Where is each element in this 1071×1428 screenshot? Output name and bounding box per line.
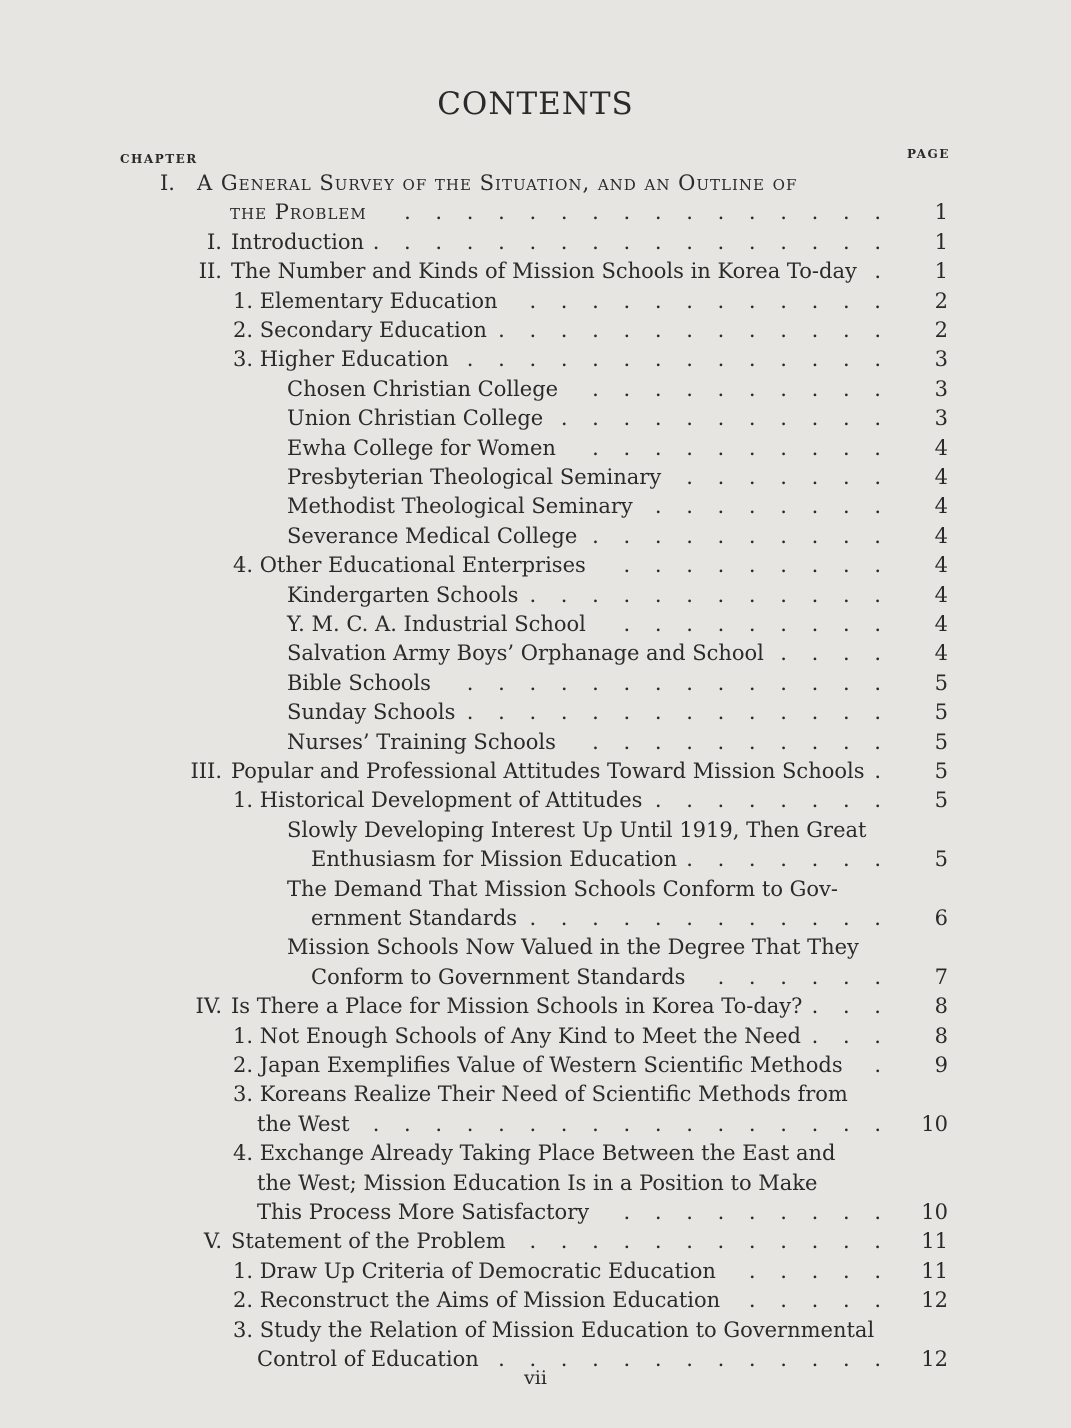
dot-leader: . . . . . . . . . . [592, 435, 890, 460]
dot-leader: . . . . . . . . . . . . . [498, 318, 890, 342]
dot-leader: . . . . . . . . [654, 788, 890, 813]
page-number: 4 [934, 612, 948, 636]
page-number-footer: vii [524, 1367, 547, 1389]
subsection-title: 1. Historical Development of Attitudes [233, 788, 643, 813]
dot-leader: . . . . . [748, 1288, 890, 1313]
chapter-number: I. [160, 171, 175, 195]
sub-subsection-title: Severance Medical College [287, 523, 578, 548]
subsection-title: 3. Koreans Realize Their Need of Scientific Methods from [233, 1082, 848, 1107]
section-title: Introduction [231, 229, 364, 254]
subsection-title: 3. Higher Education [233, 347, 449, 372]
page-number: 12 [921, 1347, 948, 1371]
dot-leader: . . . . . . . [686, 465, 890, 489]
dot-leader: . . . . . . . . . . . . . . [466, 670, 890, 695]
page-number: 4 [934, 553, 948, 578]
dot-leader: . . . . . . . . . . . . . . . . [404, 200, 890, 225]
dot-leader: . . . [811, 1023, 890, 1048]
page-number: 4 [934, 582, 948, 607]
subsection-title: 4. Exchange Already Taking Place Between the East and [233, 1141, 836, 1166]
page-column-header: PAGE [907, 147, 950, 161]
sub-subsection-title: ernment Standards [311, 906, 518, 930]
subsection-title: 2. Japan Exemplifies Value of Western Scientific Methods [233, 1053, 843, 1077]
page-number: 4 [934, 435, 948, 460]
page-number: 5 [934, 847, 948, 872]
sub-subsection-title: Nurses’ Training Schools [287, 729, 556, 754]
sub-subsection-title: Ewha College for Women [287, 435, 556, 460]
chapter-column-header: CHAPTER [120, 152, 198, 166]
sub-subsection-title: Enthusiasm for Mission Education [311, 847, 678, 872]
dot-leader: . . . . [780, 641, 890, 666]
subsection-title: 1. Draw Up Criteria of Democratic Education [233, 1258, 716, 1283]
sub-subsection-title: The Demand That Mission Schools Conform to Gov- [287, 876, 839, 901]
dot-leader: . . . . . . [717, 964, 890, 989]
page-number: 8 [934, 1023, 948, 1048]
section-title: Is There a Place for Mission Schools in Korea To-day? [231, 994, 803, 1019]
chapter-title: A General Survey of the Situation, and an Outline of [197, 171, 798, 195]
page-number: 9 [934, 1053, 948, 1077]
page-number: 4 [934, 641, 948, 666]
page-number: 4 [934, 465, 948, 489]
dot-leader: . . . [811, 994, 890, 1019]
page-number: 7 [934, 964, 948, 989]
sub-subsection-title: Kindergarten Schools [287, 582, 519, 607]
section-title: Statement of the Problem [231, 1229, 506, 1254]
section-title: The Number and Kinds of Mission Schools in Korea To-day [231, 259, 857, 284]
dot-leader: . . . . . . . . . . . . . . [466, 700, 890, 725]
page-title: CONTENTS [437, 86, 634, 122]
sub-subsection-title: Methodist Theological Seminary [287, 494, 633, 519]
subsection-title: Control of Education [257, 1347, 479, 1371]
sub-subsection-title: Presbyterian Theological Seminary [287, 465, 662, 489]
dot-leader: . . . . . . . . . . . . . [498, 1347, 890, 1371]
section-number: I. [207, 229, 222, 254]
page-number: 4 [934, 494, 948, 519]
dot-leader: . . . . . . . . . . . . [529, 582, 890, 607]
subsection-title: 3. Study the Relation of Mission Education to Governmental [233, 1317, 875, 1342]
page-number: 8 [934, 994, 948, 1019]
page-number: 4 [934, 523, 948, 548]
page-number: 6 [934, 906, 948, 930]
dot-leader: . . . . . . . . . . . . . . . . . [372, 1111, 890, 1136]
section-title: Popular and Professional Attitudes Toward Mission Schools [231, 759, 865, 783]
sub-subsection-title: Chosen Christian College [287, 376, 559, 401]
dot-leader: . [874, 259, 890, 284]
subsection-title: 1. Not Enough Schools of Any Kind to Meet the Need [233, 1023, 801, 1048]
page-number: 2 [934, 288, 948, 313]
section-number: III. [190, 759, 222, 783]
page-number: 1 [934, 259, 948, 284]
sub-subsection-title: Conform to Government Standards [311, 964, 686, 989]
dot-leader: . . . . . . . . . . . [560, 406, 890, 431]
sub-subsection-title: Salvation Army Boys’ Orphanage and School [287, 641, 764, 666]
dot-leader: . . . . . . . . . . [592, 729, 890, 754]
page-number: 12 [921, 1288, 948, 1313]
page-number: 1 [934, 229, 948, 254]
page-number: 1 [934, 200, 948, 225]
page-number: 10 [921, 1111, 948, 1136]
dot-leader: . . . . . . . . . [623, 553, 890, 578]
section-number: IV. [195, 994, 222, 1019]
page-number: 5 [934, 670, 948, 695]
subsection-title: the West [257, 1111, 350, 1136]
subsection-title: the West; Mission Education Is in a Position to Make [257, 1170, 818, 1195]
dot-leader: . [874, 1053, 890, 1077]
dot-leader: . . . . . . . . . . [592, 376, 890, 401]
page-number: 5 [934, 788, 948, 813]
subsection-title: 2. Reconstruct the Aims of Mission Education [233, 1288, 721, 1313]
page-number: 3 [934, 347, 948, 372]
dot-leader: . . . . . . . . . . [592, 523, 890, 548]
section-number: II. [198, 259, 222, 284]
dot-leader: . . . . . . . . [654, 494, 890, 519]
page-number: 5 [934, 729, 948, 754]
page-number: 11 [921, 1229, 948, 1254]
sub-subsection-title: Union Christian College [287, 406, 544, 431]
sub-subsection-title: Y. M. C. A. Industrial School [287, 612, 586, 636]
dot-leader: . . . . . . . . . [623, 1200, 890, 1224]
page-number: 3 [934, 406, 948, 431]
dot-leader: . . . . . . . [686, 847, 890, 872]
subsection-title: 4. Other Educational Enterprises [233, 553, 586, 578]
dot-leader: . . . . . . . . . . . . [529, 906, 890, 930]
dot-leader: . . . . . . . . . . . . . . [466, 347, 890, 372]
dot-leader: . . . . . [748, 1258, 890, 1283]
dot-leader: . [874, 759, 890, 783]
page-number: 5 [934, 759, 948, 783]
page-number: 10 [921, 1200, 948, 1224]
dot-leader: . . . . . . . . . . . . [529, 1229, 890, 1254]
subsection-title: 2. Secondary Education [233, 318, 487, 342]
dot-leader: . . . . . . . . . . . . [529, 288, 890, 313]
chapter-title-cont: the Problem [230, 200, 367, 225]
sub-subsection-title: Sunday Schools [287, 700, 456, 725]
subsection-title: This Process More Satisfactory [257, 1200, 590, 1224]
section-number: V. [203, 1229, 222, 1254]
sub-subsection-title: Slowly Developing Interest Up Until 1919, Then Great [287, 817, 867, 842]
page-number: 2 [934, 318, 948, 342]
dot-leader: . . . . . . . . . [623, 612, 890, 636]
page-number: 5 [934, 700, 948, 725]
sub-subsection-title: Bible Schools [287, 670, 431, 695]
page-number: 11 [921, 1258, 948, 1283]
subsection-title: 1. Elementary Education [233, 288, 498, 313]
sub-subsection-title: Mission Schools Now Valued in the Degree That They [287, 935, 859, 960]
page-number: 3 [934, 376, 948, 401]
dot-leader: . . . . . . . . . . . . . . . . . [372, 229, 890, 254]
